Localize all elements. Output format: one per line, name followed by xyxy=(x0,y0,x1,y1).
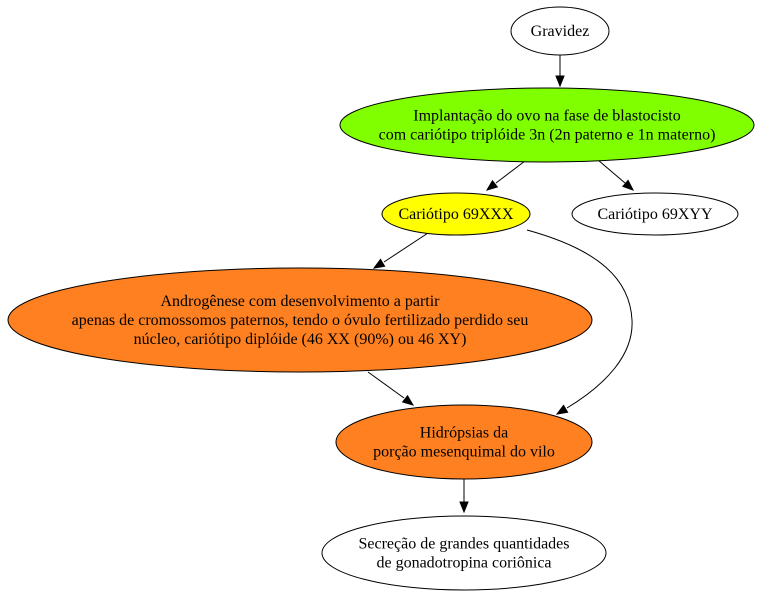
node-implantacao xyxy=(340,88,754,162)
node-hidropsias xyxy=(336,405,592,479)
node-label-line: Androgênese com desenvolvimento a partir xyxy=(160,293,440,310)
nodes-layer xyxy=(8,7,754,590)
node-label-line: núcleo, cariótipo diplóide (46 XX (90%) ou 46 XY) xyxy=(133,331,467,348)
node-secrecao xyxy=(322,516,606,590)
edge-hidropsias-to-secrecao xyxy=(460,479,468,512)
node-ellipse xyxy=(340,88,754,162)
node-cariotipo-69xyy xyxy=(572,193,738,235)
node-label-line: Hidrópsias da xyxy=(419,424,509,442)
node-label-line: Cariótipo 69XXX xyxy=(398,206,514,223)
node-cariotipo-69xxx xyxy=(382,193,530,235)
arrowhead xyxy=(557,405,568,414)
edge-gravidez-to-implantacao xyxy=(556,55,564,86)
node-label-line: de gonadotropina coriônica xyxy=(376,554,552,572)
edge-line xyxy=(496,161,525,183)
arrowhead xyxy=(487,181,497,190)
node-label-line: apenas de cromossomos paternos, tendo o óvulo fertilizado perdido seu xyxy=(71,312,529,329)
edge-androgenese-to-hidropsias xyxy=(368,372,413,405)
edge-cariotipo-69xxx-to-androgenese xyxy=(374,233,428,268)
node-ellipse xyxy=(322,516,606,590)
edge-line xyxy=(384,233,428,262)
node-ellipse xyxy=(336,405,592,479)
node-label-line: Gravidez xyxy=(530,23,590,40)
edge-line xyxy=(368,372,404,398)
arrowhead xyxy=(460,502,468,512)
arrowhead xyxy=(556,76,564,86)
edge-implantacao-to-cariotipo-69xxx xyxy=(487,161,525,190)
edge-line xyxy=(598,160,625,183)
node-label-line: Implantação do ovo na fase de blastocisto xyxy=(413,107,681,125)
node-label-line: porção mesenquimal do vilo xyxy=(373,443,555,461)
node-androgenese xyxy=(8,268,592,372)
arrowhead xyxy=(403,396,413,405)
node-label-line: com cariótipo triplóide 3n (2n paterno e 1n materno) xyxy=(378,126,716,144)
arrowhead xyxy=(374,259,385,268)
edge-implantacao-to-cariotipo-69xyy xyxy=(598,160,633,190)
node-label-line: Cariótipo 69XYY xyxy=(597,206,713,223)
node-gravidez xyxy=(511,7,609,55)
node-label-line: Secreção de grandes quantidades xyxy=(358,535,570,553)
